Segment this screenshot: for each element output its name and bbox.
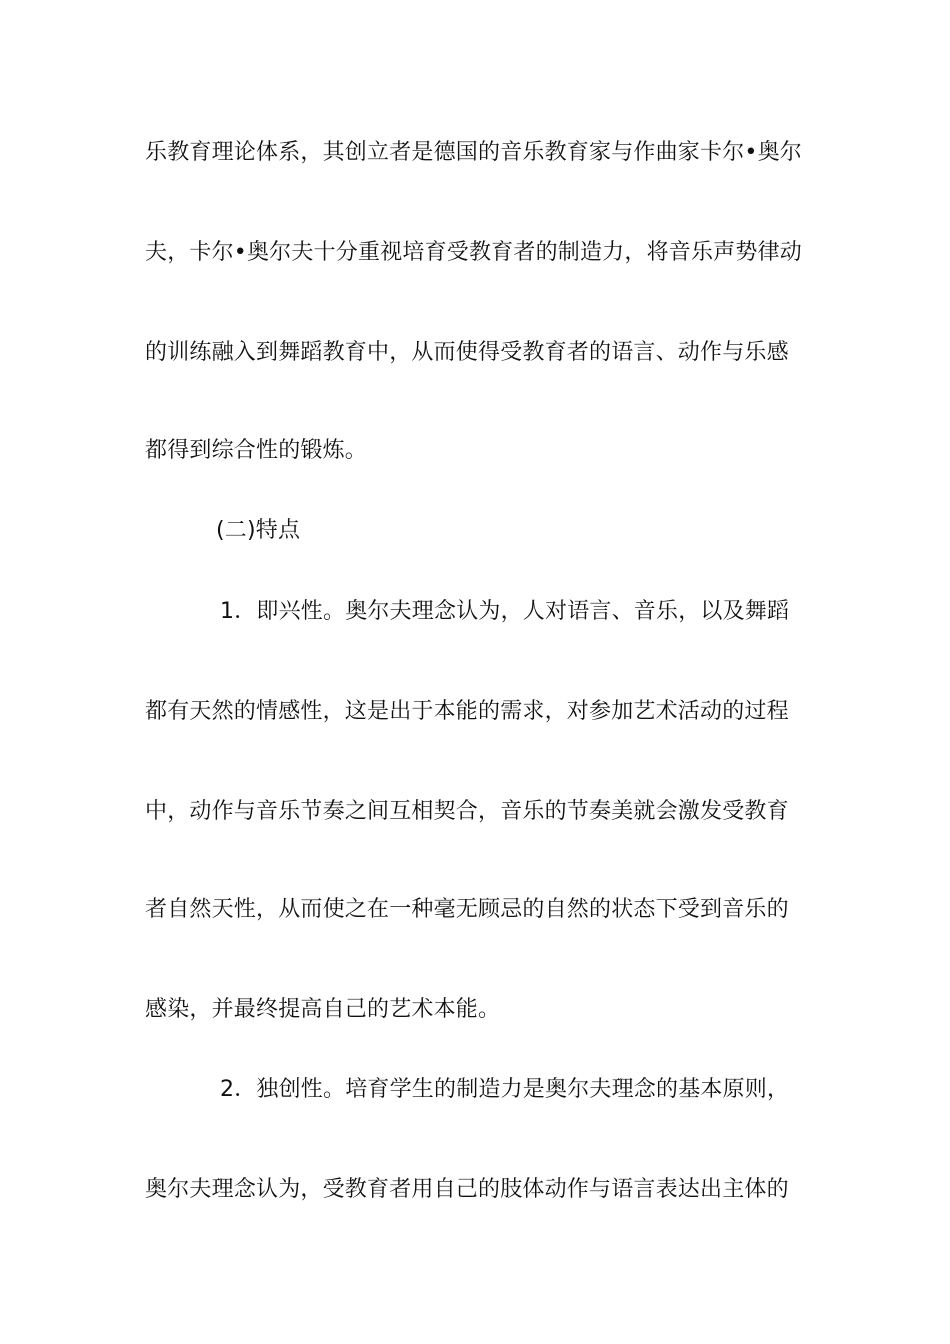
text-line: 者自然天性，从而使之在一种毫无顾忌的自然的状态下受到音乐的: [145, 897, 789, 922]
text-line: 2．独创性。培育学生的制造力是奥尔夫理念的基本原则，: [220, 1077, 790, 1102]
text-line: 1．即兴性。奥尔夫理念认为，人对语言、音乐，以及舞蹈: [220, 599, 790, 624]
text-line: 乐教育理论体系，其创立者是德国的音乐教育家与作曲家卡尔•奥尔: [145, 140, 802, 165]
text-line: 的训练融入到舞蹈教育中，从而使得受教育者的语言、动作与乐感: [145, 340, 789, 365]
text-line: 中，动作与音乐节奏之间互相契合，音乐的节奏美就会激发受教育: [145, 799, 789, 824]
text-line: 都有天然的情感性，这是出于本能的需求，对参加艺术活动的过程: [145, 699, 789, 724]
text-line: 奥尔夫理念认为，受教育者用自己的肢体动作与语言表达出主体的: [145, 1177, 789, 1202]
section-heading: (二)特点: [216, 518, 301, 543]
text-line: 夫，卡尔•奥尔夫十分重视培育受教育者的制造力，将音乐声势律动: [145, 240, 802, 265]
text-line: 都得到综合性的锻炼。: [145, 438, 368, 463]
text-line: 感染，并最终提高自己的艺术本能。: [145, 997, 501, 1022]
